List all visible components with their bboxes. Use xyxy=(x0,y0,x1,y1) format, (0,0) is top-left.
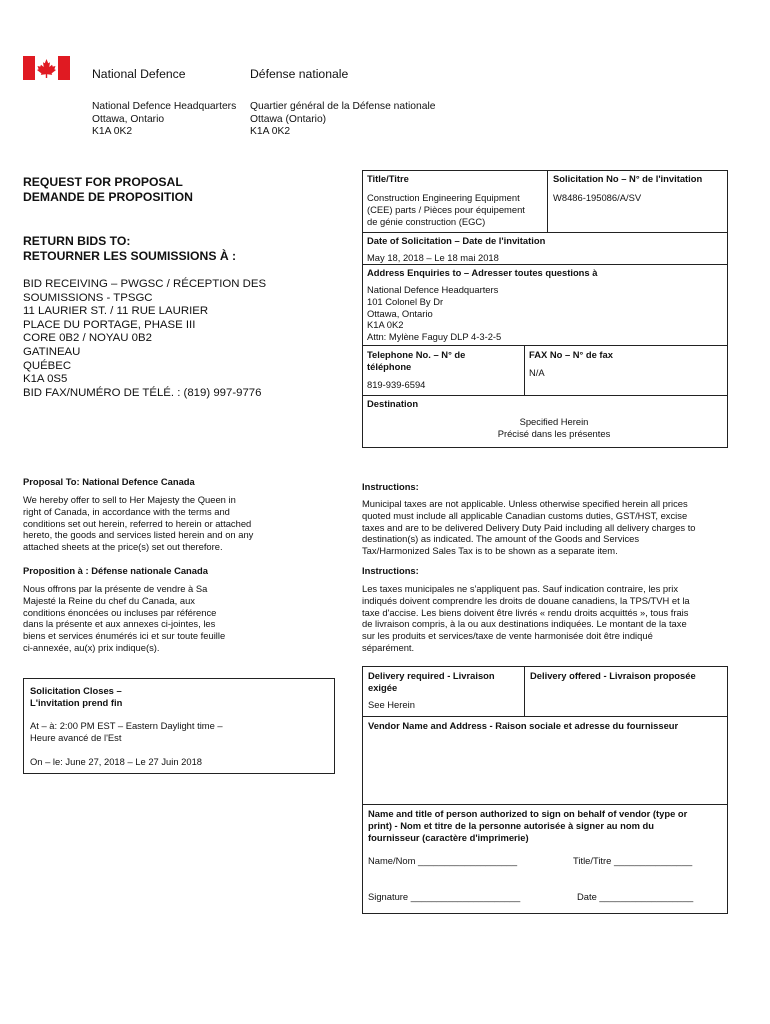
telephone-label: Telephone No. – N° de téléphone xyxy=(367,349,466,372)
instructions-fr-text: Les taxes municipales ne s'appliquent pas. Sauf indication contraire, les prix indiqués doivent comprendre les droits de douane canadiens, la TPS/TVH et la taxe d'accise. Les biens doivent être livrés « rendu droits acquittés », tous frais de livraison compris, à la ou aux destinations indiquées. Le montant de la taxe sur les produits et services/taxe de vente harmonisée doit être indiqué séparément. xyxy=(362,583,690,653)
solicitation-closes-time: At – à: 2:00 PM EST – Eastern Daylight time – Heure avancé de l'Est xyxy=(30,720,223,743)
signatory-date-field[interactable]: Date __________________ xyxy=(577,891,694,902)
address-enquiries-label: Address Enquiries to – Adresser toutes questions à xyxy=(367,267,598,278)
title-label: Title/Titre xyxy=(367,173,409,184)
canada-flag-icon xyxy=(23,56,70,80)
instructions-fr-heading: Instructions: xyxy=(362,565,419,576)
fax-value: N/A xyxy=(529,367,545,378)
solicitation-number-label: Solicitation No – N° de l'invitation xyxy=(553,173,703,184)
delivery-required-label: Delivery required - Livraison exigée xyxy=(368,670,495,693)
fr-department-name: Défense nationale xyxy=(250,67,349,81)
return-bids-heading: RETURN BIDS TO: RETOURNER LES SOUMISSIONS À : xyxy=(23,234,237,263)
solicitation-date-value: May 18, 2018 – Le 18 mai 2018 xyxy=(367,252,499,263)
solicitation-closes-heading: Solicitation Closes – L'invitation prend fin xyxy=(30,685,123,708)
en-address: National Defence Headquarters Ottawa, Ontario K1A 0K2 xyxy=(92,101,237,138)
solicitation-number-value: W8486-195086/A/SV xyxy=(553,192,642,203)
return-address: BID RECEIVING – PWGSC / RÉCEPTION DES SOUMISSIONS - TPSGC 11 LAURIER ST. / 11 RUE LAURIER PLACE DU PORTAGE, PHASE III CORE 0B2 / NOYAU 0B2 GATINEAU QUÉBEC K1A 0S5 BID FAX/NUMÉRO DE TÉLÉ. : (819) 997-9776 xyxy=(23,278,267,399)
destination-value: Specified Herein Précisé dans les présentes xyxy=(497,416,611,439)
proposal-en-text: We hereby offer to sell to Her Majesty the Queen in right of Canada, in accordance with the terms and conditions set out herein, referred to herein or attached hereto, the goods and services listed herein and on any attached sheets at the price(s) set out therefore. xyxy=(23,494,254,553)
instructions-en-heading: Instructions: xyxy=(362,481,419,492)
signatory-label: Name and title of person authorized to sign on behalf of vendor (type or print) - Nom et titre de la personne autorisée à signer au nom du fournisseur (caractère d'imprimerie) xyxy=(368,808,688,843)
telephone-value: 819-939-6594 xyxy=(367,379,426,390)
en-department-name: National Defence xyxy=(92,67,186,81)
address-enquiries-value: National Defence Headquarters 101 Colonel By Dr Ottawa, Ontario K1A 0K2 Attn: Mylène Faguy DLP 4-3-2-5 xyxy=(367,284,502,343)
document-title: REQUEST FOR PROPOSAL DEMANDE DE PROPOSITION xyxy=(23,175,193,204)
solicitation-closes-date: On – le: June 27, 2018 – Le 27 Juin 2018 xyxy=(30,756,203,767)
vendor-name-address-label: Vendor Name and Address - Raison sociale et adresse du fournisseur xyxy=(368,720,679,731)
proposal-fr-text: Nous offrons par la présente de vendre à Sa Majesté la Reine du chef du Canada, aux conditions énoncées ou incluses par référence dans la présente et aux annexes ci-jointes, les biens et services énumérés ici et sur toute feuille ci-annexée, au(x) prix indique(s). xyxy=(23,583,226,653)
delivery-required-value: See Herein xyxy=(368,699,415,710)
instructions-en-text: Municipal taxes are not applicable. Unless otherwise specified herein all prices quoted must include all applicable Canadian customs duties, GST/HST, excise taxes and are to be delivered Delivery Duty Paid including all delivery charges to destination(s) as indicated. The amount of the Goods and Services Tax/Harmonized Sales Tax is to be shown as a separate item. xyxy=(362,498,696,557)
signatory-name-field[interactable]: Name/Nom ___________________ xyxy=(368,855,518,866)
proposal-fr-heading: Proposition à : Défense nationale Canada xyxy=(23,565,208,576)
vendor-box xyxy=(362,666,728,914)
fr-address: Quartier général de la Défense nationale Ottawa (Ontario) K1A 0K2 xyxy=(250,101,436,138)
title-value: Construction Engineering Equipment (CEE) parts / Pièces pour équipement de génie construction (EGC) xyxy=(367,192,525,227)
signatory-signature-field[interactable]: Signature _____________________ xyxy=(368,891,521,902)
signatory-title-field[interactable]: Title/Titre _______________ xyxy=(573,855,693,866)
destination-label: Destination xyxy=(367,398,419,409)
solicitation-date-label: Date of Solicitation – Date de l'invitation xyxy=(367,235,546,246)
fax-label: FAX No – N° de fax xyxy=(529,349,613,360)
proposal-en-heading: Proposal To: National Defence Canada xyxy=(23,476,195,487)
delivery-offered-label: Delivery offered - Livraison proposée xyxy=(530,670,696,681)
